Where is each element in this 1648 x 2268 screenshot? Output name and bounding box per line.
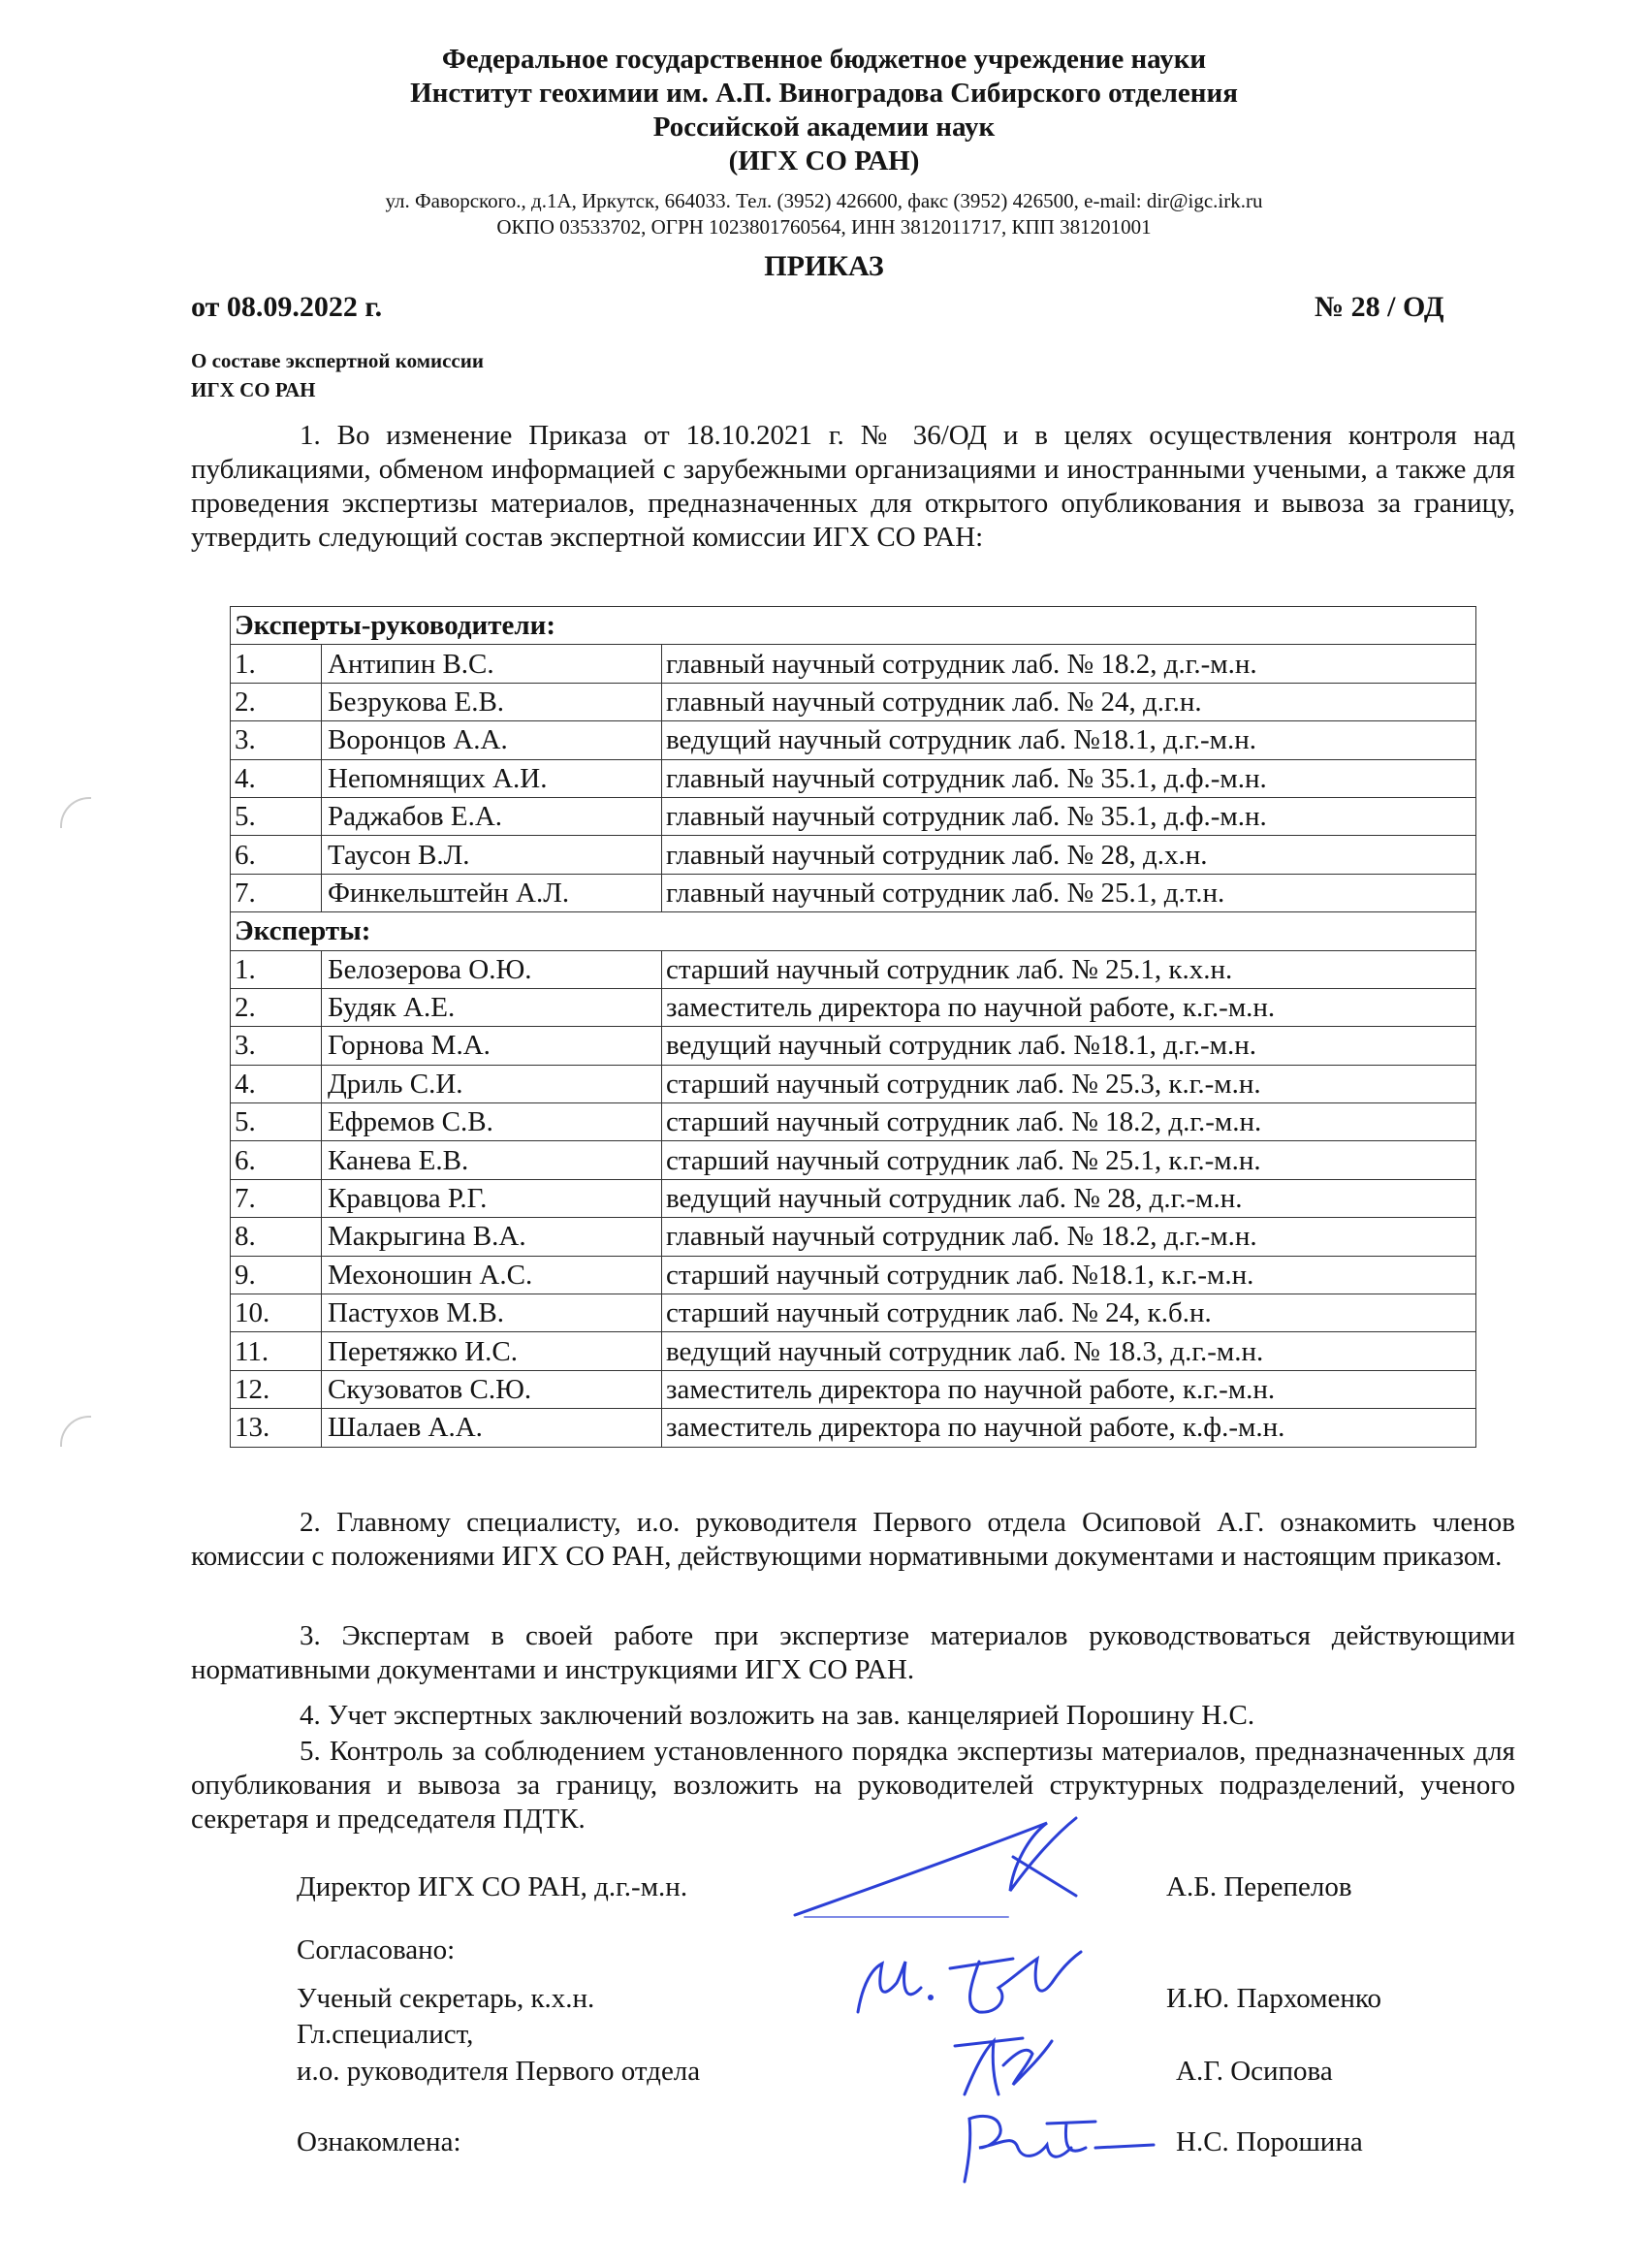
expert-name-cell: Мехоношин А.С. — [322, 1256, 662, 1294]
commission-table — [230, 606, 1476, 1448]
expert-num-cell: 3. — [231, 1027, 322, 1065]
table-row — [231, 1370, 1476, 1408]
table-row — [231, 1332, 1476, 1370]
org-registry: ОКПО 03533702, ОГРН 1023801760564, ИНН 3812011717, КПП 381201001 — [496, 215, 1152, 239]
secretary-signature-image — [843, 1944, 1095, 2031]
org-name-line2: Институт геохимии им. А.П. Виноградова Сибирского отделения — [410, 78, 1238, 109]
table-row — [231, 797, 1476, 835]
expert-num-cell: 1. — [231, 950, 322, 988]
table-row — [231, 950, 1476, 988]
secretary-title: Ученый секретарь, к.х.н. — [297, 1983, 595, 2014]
order-subject — [191, 346, 484, 404]
section-experts-row — [231, 912, 1476, 950]
org-name-line1: Федеральное государственное бюджетное учреждение науки — [441, 44, 1207, 75]
table-row — [231, 1294, 1476, 1332]
table-row — [231, 1103, 1476, 1141]
expert-position-cell: старший научный сотрудник лаб. № 25.3, к.г.-м.н. — [662, 1065, 1476, 1102]
scan-hole-mark-upper — [60, 797, 91, 828]
specialist-title-line2: и.о. руководителя Первого отдела — [297, 2056, 701, 2087]
head-name-cell: Непомнящих А.И. — [322, 759, 662, 797]
org-contacts — [0, 188, 1648, 240]
scan-hole-mark-lower — [60, 1416, 91, 1447]
paragraph-4: 4. Учет экспертных заключений возложить на зав. канцелярией Порошину Н.С. — [300, 1700, 1255, 1731]
expert-num-cell: 6. — [231, 1141, 322, 1179]
head-num-cell: 5. — [231, 797, 322, 835]
expert-num-cell: 13. — [231, 1409, 322, 1447]
table-row — [231, 759, 1476, 797]
specialist-signature-image — [945, 2027, 1062, 2104]
head-num-cell: 3. — [231, 721, 322, 759]
head-name-cell: Воронцов А.А. — [322, 721, 662, 759]
head-position-cell: главный научный сотрудник лаб. № 35.1, д.ф.-м.н. — [662, 797, 1476, 835]
expert-name-cell: Кравцова Р.Г. — [322, 1179, 662, 1217]
order-date: от 08.09.2022 г. — [191, 291, 383, 323]
table-row — [231, 836, 1476, 874]
org-name-line3: Российской академии наук — [652, 112, 996, 143]
head-position-cell: главный научный сотрудник лаб. № 28, д.х.н. — [662, 836, 1476, 874]
subject-line1: О составе экспертной комиссии — [191, 349, 484, 372]
expert-name-cell: Горнова М.А. — [322, 1027, 662, 1065]
expert-position-cell: ведущий научный сотрудник лаб. № 18.3, д.г.-м.н. — [662, 1332, 1476, 1370]
expert-position-cell: заместитель директора по научной работе, к.г.-м.н. — [662, 1370, 1476, 1408]
table-row — [231, 721, 1476, 759]
section-heads-row — [231, 607, 1476, 645]
table-row — [231, 988, 1476, 1026]
acquainted-name: Н.С. Порошина — [1176, 2126, 1363, 2157]
table-row — [231, 1409, 1476, 1447]
head-position-cell: главный научный сотрудник лаб. № 25.1, д.т.н. — [662, 874, 1476, 911]
table-row — [231, 1141, 1476, 1179]
order-number: № 28 / ОД — [1315, 291, 1444, 323]
section-experts-row-label: Эксперты: — [231, 912, 1476, 950]
table-row — [231, 1179, 1476, 1217]
acquainted-label: Ознакомлена: — [297, 2126, 461, 2157]
expert-num-cell: 2. — [231, 988, 322, 1026]
table-row — [231, 1218, 1476, 1256]
expert-position-cell: заместитель директора по научной работе, к.ф.-м.н. — [662, 1409, 1476, 1447]
head-name-cell: Раджабов Е.А. — [322, 797, 662, 835]
expert-position-cell: старший научный сотрудник лаб. № 18.2, д.г.-м.н. — [662, 1103, 1476, 1141]
expert-name-cell: Перетяжко И.С. — [322, 1332, 662, 1370]
director-name: А.Б. Перепелов — [1166, 1871, 1352, 1902]
org-abbreviation: (ИГХ СО РАН) — [728, 145, 920, 176]
expert-name-cell: Канева Е.В. — [322, 1141, 662, 1179]
head-name-cell: Безрукова Е.В. — [322, 683, 662, 720]
expert-name-cell: Дриль С.И. — [322, 1065, 662, 1102]
paragraph-3: 3. Экспертам в своей работе при экспертизе материалов руководствоваться действующими нормативными документами и инструкциями ИГХ СО РАН. — [191, 1620, 1515, 1685]
expert-name-cell: Пастухов М.В. — [322, 1294, 662, 1332]
expert-name-cell: Макрыгина В.А. — [322, 1218, 662, 1256]
expert-name-cell: Ефремов С.В. — [322, 1103, 662, 1141]
expert-position-cell: старший научный сотрудник лаб. № 24, к.б.н. — [662, 1294, 1476, 1332]
expert-num-cell: 10. — [231, 1294, 322, 1332]
expert-position-cell: ведущий научный сотрудник лаб. № 28, д.г.-м.н. — [662, 1179, 1476, 1217]
table-row — [231, 1027, 1476, 1065]
head-num-cell: 1. — [231, 645, 322, 683]
specialist-name: А.Г. Осипова — [1176, 2056, 1333, 2087]
head-name-cell: Финкельштейн А.Л. — [322, 874, 662, 911]
head-num-cell: 2. — [231, 683, 322, 720]
expert-name-cell: Скузоватов С.Ю. — [322, 1370, 662, 1408]
specialist-title-line1: Гл.специалист, — [297, 2019, 474, 2050]
paragraph-1: 1. Во изменение Приказа от 18.10.2021 г. № 36/ОД и в целях осуществления контроля над публикациями, обменом информацией с зарубежными организациями и иностранными учеными, а также для проведения экспертизы материалов, предназначенных для открытого опубликования и вывоза за границу, утвердить следующий состав экспертной комиссии ИГХ СО РАН: — [191, 420, 1515, 553]
expert-num-cell: 4. — [231, 1065, 322, 1102]
expert-position-cell: старший научный сотрудник лаб. № 25.1, к.х.н. — [662, 950, 1476, 988]
head-name-cell: Антипин В.С. — [322, 645, 662, 683]
head-num-cell: 6. — [231, 836, 322, 874]
expert-num-cell: 11. — [231, 1332, 322, 1370]
head-position-cell: ведущий научный сотрудник лаб. №18.1, д.г.-м.н. — [662, 721, 1476, 759]
head-num-cell: 7. — [231, 874, 322, 911]
section-heads-row-label: Эксперты-руководители: — [231, 607, 1476, 645]
table-row — [231, 683, 1476, 720]
expert-position-cell: ведущий научный сотрудник лаб. №18.1, д.г.-м.н. — [662, 1027, 1476, 1065]
expert-name-cell: Шалаев А.А. — [322, 1409, 662, 1447]
expert-num-cell: 9. — [231, 1256, 322, 1294]
expert-name-cell: Белозерова О.Ю. — [322, 950, 662, 988]
org-header — [0, 43, 1648, 178]
acquainted-signature-image — [940, 2104, 1173, 2191]
table-row — [231, 874, 1476, 911]
paragraph-5: 5. Контроль за соблюдением установленного порядка экспертизы материалов, предназначенных для опубликования и вывоза за границу, возложить на руководителей структурных подразделений, ученого секретаря и председателя ПДТК. — [191, 1736, 1515, 1835]
head-num-cell: 4. — [231, 759, 322, 797]
expert-position-cell: старший научный сотрудник лаб. №18.1, к.г.-м.н. — [662, 1256, 1476, 1294]
subject-line2: ИГХ СО РАН — [191, 378, 316, 401]
head-position-cell: главный научный сотрудник лаб. № 35.1, д.ф.-м.н. — [662, 759, 1476, 797]
table-row — [231, 645, 1476, 683]
director-title: Директор ИГХ СО РАН, д.г.-м.н. — [297, 1871, 688, 1902]
commission-table-body — [231, 607, 1476, 1448]
agreed-label: Согласовано: — [297, 1934, 456, 1965]
secretary-name: И.Ю. Пархоменко — [1166, 1983, 1382, 2014]
head-name-cell: Таусон В.Л. — [322, 836, 662, 874]
document-title: ПРИКАЗ — [764, 250, 884, 282]
expert-position-cell: главный научный сотрудник лаб. № 18.2, д.г.-м.н. — [662, 1218, 1476, 1256]
table-row — [231, 1256, 1476, 1294]
expert-num-cell: 5. — [231, 1103, 322, 1141]
table-row — [231, 1065, 1476, 1102]
head-position-cell: главный научный сотрудник лаб. № 24, д.г.н. — [662, 683, 1476, 720]
expert-position-cell: заместитель директора по научной работе, к.г.-м.н. — [662, 988, 1476, 1026]
director-signature-image — [785, 1799, 1105, 1934]
org-address: ул. Фаворского., д.1А, Иркутск, 664033. Тел. (3952) 426600, факс (3952) 426500, e-mail: dir@igc.irk.ru — [385, 189, 1263, 212]
expert-position-cell: старший научный сотрудник лаб. № 25.1, к.г.-м.н. — [662, 1141, 1476, 1179]
expert-name-cell: Будяк А.Е. — [322, 988, 662, 1026]
expert-num-cell: 7. — [231, 1179, 322, 1217]
expert-num-cell: 12. — [231, 1370, 322, 1408]
expert-num-cell: 8. — [231, 1218, 322, 1256]
head-position-cell: главный научный сотрудник лаб. № 18.2, д.г.-м.н. — [662, 645, 1476, 683]
paragraph-2: 2. Главному специалисту, и.о. руководителя Первого отдела Осиповой А.Г. ознакомить членов комиссии с положениями ИГХ СО РАН, действующими нормативными документами и настоящим приказом. — [191, 1507, 1515, 1572]
